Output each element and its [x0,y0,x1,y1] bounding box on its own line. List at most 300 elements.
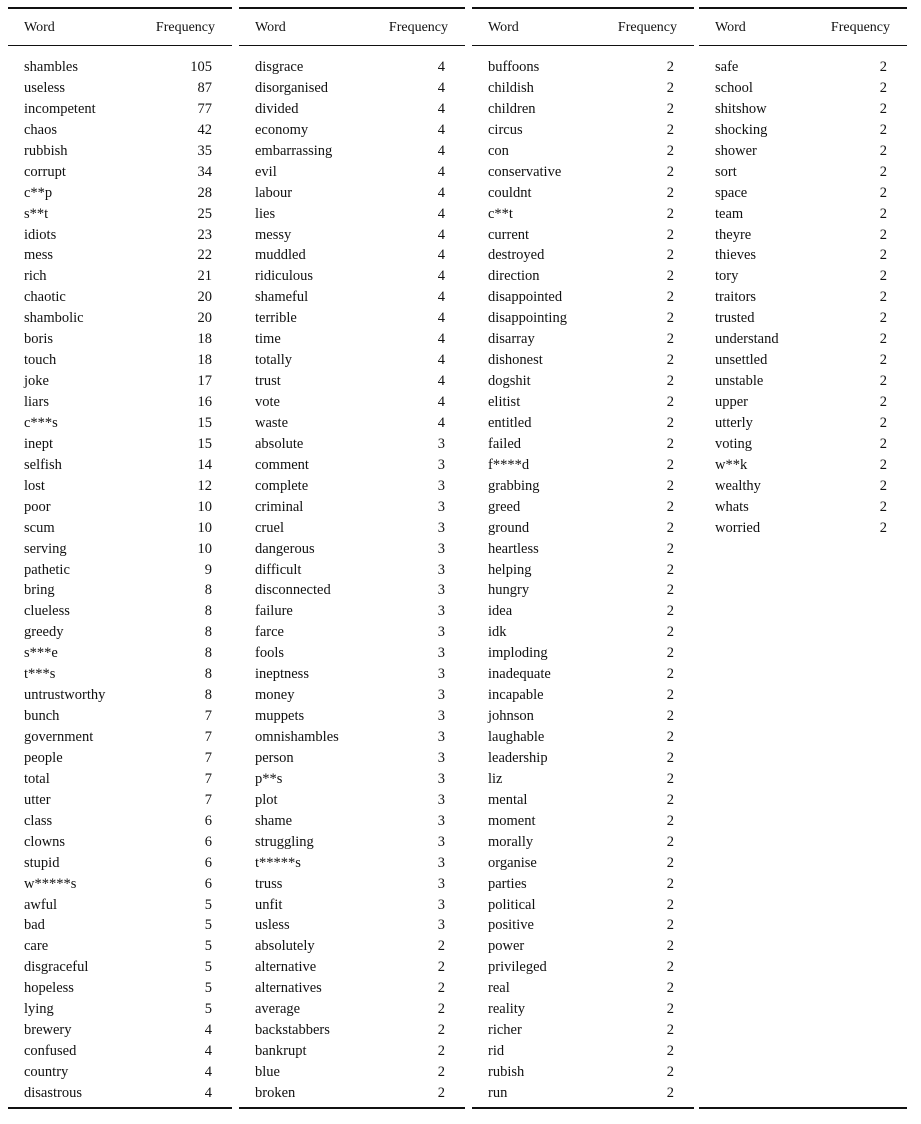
frequency-cell: 6 [204,833,212,850]
word-cell: touch [24,352,57,369]
word-cell: joke [24,373,49,390]
frequency-cell: 2 [666,875,674,892]
table-row [8,643,232,664]
frequency-cell: 87 [197,79,212,96]
frequency-cell: 2 [666,645,674,662]
frequency-cell: 3 [437,854,445,871]
word-cell: liz [488,770,503,787]
frequency-cell: 2 [879,498,887,515]
frequency-cell: 2 [666,79,674,96]
frequency-cell: 2 [666,812,674,829]
word-cell: ground [488,519,530,536]
table-row [239,183,465,204]
word-cell: idea [488,603,513,620]
frequency-cell: 2 [666,938,674,955]
word-cell: scum [24,519,55,536]
table-row [8,915,232,936]
frequency-cell: 2 [879,142,887,159]
word-cell: complete [255,477,309,494]
frequency-cell: 2 [666,163,674,180]
table-row [472,957,694,978]
frequency-cell: 3 [437,896,445,913]
table-row [239,245,465,266]
table-row [472,162,694,183]
frequency-cell: 42 [197,121,212,138]
frequency-cell: 2 [666,394,674,410]
table-row [239,308,465,329]
table-row [8,141,232,162]
table-row [239,853,465,874]
table-row [699,266,907,287]
table-row [8,78,232,99]
table-row [8,664,232,685]
word-cell: entitled [488,414,532,431]
word-cell: political [488,896,536,913]
frequency-cell: 2 [666,917,674,934]
word-cell: imploding [488,645,548,662]
table-row [472,434,694,455]
word-cell: s**t [24,205,49,222]
frequency-cell: 3 [437,729,445,745]
word-cell: destroyed [488,247,545,264]
word-cell: incapable [488,687,544,704]
table-row [472,497,694,518]
frequency-cell: 4 [437,163,445,180]
word-cell: f****d [488,456,530,473]
word-cell: thieves [715,247,757,264]
table-row [699,141,907,162]
word-cell: disarray [488,331,535,348]
header-word: Word [24,20,55,35]
table-row [699,99,907,120]
table-row [8,1041,232,1062]
column-header [699,19,907,37]
table-row [8,371,232,392]
word-cell: conservative [488,163,562,180]
word-cell: muppets [255,708,305,725]
frequency-cell: 3 [437,749,445,766]
word-cell: useless [24,79,66,96]
word-cell: class [24,812,53,829]
table-row [239,392,465,413]
word-cell: elitist [488,394,521,410]
table-row [472,685,694,706]
word-cell: alternatives [255,980,322,997]
table-row [8,895,232,916]
header-word: Word [255,20,286,35]
table-row [472,120,694,141]
frequency-cell: 2 [879,226,887,243]
frequency-cell: 2 [666,519,674,536]
table-row [699,476,907,497]
table-row [472,539,694,560]
word-cell: evil [255,163,277,180]
table-row [8,266,232,287]
word-cell: ineptness [255,666,309,683]
word-cell: totally [255,352,293,369]
word-cell: inadequate [488,666,551,683]
frequency-cell: 2 [666,749,674,766]
frequency-cell: 2 [437,938,445,955]
word-cell: rich [24,268,47,285]
table-row [239,329,465,350]
table-row [699,392,907,413]
table-row [239,978,465,999]
frequency-cell: 2 [666,142,674,159]
table-row [239,580,465,601]
table-row [472,1020,694,1041]
frequency-cell: 2 [666,561,674,578]
frequency-cell: 3 [437,624,445,641]
word-cell: disappointing [488,310,567,327]
table-row [472,141,694,162]
word-cell: mental [488,791,528,808]
word-cell: omnishambles [255,729,339,745]
word-cell: cruel [255,519,284,536]
word-cell: time [255,331,281,348]
word-cell: bad [24,917,45,934]
table-row [239,811,465,832]
word-cell: waste [255,414,289,431]
frequency-cell: 4 [437,414,445,431]
frequency-cell: 35 [197,142,212,159]
word-cell: direction [488,268,540,285]
table-row [239,120,465,141]
frequency-cell: 5 [204,1001,212,1018]
word-cell: theyre [715,226,752,243]
word-cell: circus [488,121,523,138]
word-cell: absolutely [255,938,315,955]
word-cell: c**t [488,205,513,222]
frequency-cell: 2 [879,59,887,75]
frequency-cell: 2 [879,310,887,327]
table-row [239,287,465,308]
frequency-cell: 4 [437,226,445,243]
frequency-cell: 77 [197,100,212,117]
frequency-cell: 5 [204,917,212,934]
table-row [239,832,465,853]
table-row [239,895,465,916]
word-cell: terrible [255,310,297,327]
table-row [239,476,465,497]
table-row [472,308,694,329]
frequency-cell: 2 [666,498,674,515]
frequency-cell: 2 [879,352,887,369]
word-cell: absolute [255,435,304,452]
frequency-cell: 2 [666,1084,674,1101]
table-row [699,183,907,204]
table-row [239,204,465,225]
frequency-cell: 9 [204,561,212,578]
table-row [472,183,694,204]
frequency-cell: 2 [666,896,674,913]
word-cell: rubish [488,1064,525,1080]
frequency-cell: 4 [437,373,445,390]
word-cell: person [255,749,294,766]
rows [239,57,465,1104]
frequency-cell: 7 [204,749,212,766]
frequency-cell: 4 [437,59,445,75]
table-row [472,204,694,225]
table-row [239,685,465,706]
table-row [8,413,232,434]
table-column-4 [699,7,907,1111]
word-cell: unstable [715,373,764,390]
frequency-cell: 2 [666,791,674,808]
frequency-cell: 4 [437,100,445,117]
table-row [472,643,694,664]
word-cell: struggling [255,833,314,850]
word-cell: trust [255,373,281,390]
table-row [239,769,465,790]
word-cell: parties [488,875,527,892]
frequency-cell: 3 [437,812,445,829]
word-cell: alternative [255,959,317,976]
word-cell: boris [24,331,53,348]
frequency-cell: 4 [437,331,445,348]
table-row [472,915,694,936]
table-row [8,832,232,853]
table-row [699,204,907,225]
table-row [239,413,465,434]
word-cell: dogshit [488,373,531,390]
table-row [472,999,694,1020]
frequency-cell: 3 [437,833,445,850]
word-cell: c***s [24,414,58,431]
word-cell: laughable [488,729,545,745]
column-header [472,19,694,37]
frequency-cell: 3 [437,603,445,620]
frequency-cell: 2 [666,708,674,725]
word-cell: wealthy [715,477,761,494]
word-cell: t*****s [255,854,301,871]
frequency-cell: 2 [666,456,674,473]
table-row [472,57,694,78]
word-cell: safe [715,59,739,75]
frequency-cell: 14 [197,456,212,473]
table-row [239,162,465,183]
word-cell: divided [255,100,299,117]
table-row [239,57,465,78]
table-row [472,580,694,601]
table-row [8,936,232,957]
table-row [472,455,694,476]
word-cell: government [24,729,94,745]
word-cell: understand [715,331,779,348]
table-row [8,601,232,622]
frequency-cell: 3 [437,645,445,662]
frequency-cell: 4 [204,1084,212,1101]
frequency-cell: 2 [666,268,674,285]
frequency-cell: 3 [437,519,445,536]
table-row [8,539,232,560]
frequency-cell: 6 [204,854,212,871]
table-row [8,99,232,120]
word-cell: liars [24,394,49,410]
word-cell: confused [24,1043,77,1060]
word-cell: selfish [24,456,62,473]
word-cell: power [488,938,525,955]
frequency-cell: 7 [204,770,212,787]
frequency-cell: 3 [437,456,445,473]
rows [8,57,232,1104]
frequency-cell: 28 [197,184,212,201]
table-row [8,853,232,874]
table-row [699,78,907,99]
frequency-cell: 21 [197,268,212,285]
table-row [239,706,465,727]
word-cell: voting [715,435,753,452]
frequency-cell: 2 [437,1001,445,1018]
table-row [699,57,907,78]
frequency-cell: 3 [437,477,445,494]
table-row [239,434,465,455]
word-cell: inept [24,435,53,452]
frequency-cell: 2 [666,184,674,201]
table-row [8,1062,232,1083]
word-cell: dishonest [488,352,543,369]
word-cell: current [488,226,530,243]
table-row [699,162,907,183]
word-cell: incompetent [24,100,96,117]
word-cell: p**s [255,770,283,787]
rows [472,57,694,1104]
table-row [699,308,907,329]
table-row [8,1020,232,1041]
word-cell: bring [24,582,55,599]
word-cell: rid [488,1043,505,1060]
table-row [8,120,232,141]
frequency-cell: 2 [666,289,674,306]
word-cell: bunch [24,708,60,725]
word-cell: shame [255,812,293,829]
frequency-cell: 2 [879,184,887,201]
table-row [472,1041,694,1062]
frequency-cell: 4 [437,268,445,285]
frequency-cell: 2 [666,352,674,369]
frequency-cell: 2 [666,729,674,745]
table-row [8,706,232,727]
frequency-cell: 2 [666,373,674,390]
table-row [472,769,694,790]
frequency-cell: 18 [197,331,212,348]
word-cell: money [255,687,295,704]
word-cell: shambles [24,59,78,75]
frequency-cell: 2 [666,666,674,683]
frequency-cell: 2 [666,59,674,75]
frequency-cell: 2 [437,1084,445,1101]
word-cell: awful [24,896,58,913]
table-row [8,497,232,518]
word-cell: privileged [488,959,547,976]
frequency-cell: 4 [437,247,445,264]
table-row [699,245,907,266]
frequency-cell: 2 [879,331,887,348]
word-cell: johnson [488,708,534,725]
frequency-cell: 2 [666,1043,674,1060]
frequency-cell: 2 [437,1064,445,1080]
table-row [8,790,232,811]
word-cell: disconnected [255,582,331,599]
table-row [8,811,232,832]
frequency-cell: 2 [666,100,674,117]
word-cell: whats [715,498,749,515]
frequency-cell: 7 [204,791,212,808]
table-row [239,99,465,120]
word-cell: poor [24,498,51,515]
table-column-1 [8,7,232,1111]
table-row [8,57,232,78]
word-cell: mess [24,247,53,264]
word-cell: lost [24,477,45,494]
table-row [472,1062,694,1083]
frequency-cell: 3 [437,666,445,683]
table-row [239,748,465,769]
table-row [472,350,694,371]
table-row [8,204,232,225]
word-cell: serving [24,540,67,557]
table-row [239,141,465,162]
frequency-cell: 2 [879,414,887,431]
frequency-cell: 4 [204,1022,212,1039]
table-row [239,78,465,99]
table-row [239,957,465,978]
table-row [472,853,694,874]
word-cell: lies [255,205,276,222]
frequency-cell: 2 [666,1022,674,1039]
frequency-cell: 23 [197,226,212,243]
word-cell: w**k [715,456,748,473]
frequency-cell: 5 [204,980,212,997]
word-cell: disgraceful [24,959,89,976]
frequency-cell: 2 [666,247,674,264]
word-cell: chaotic [24,289,66,306]
header-rule [699,45,907,46]
header-rule [8,45,232,46]
word-cell: worried [715,519,761,536]
frequency-cell: 5 [204,959,212,976]
table-row [472,978,694,999]
word-cell: vote [255,394,280,410]
frequency-cell: 10 [197,519,212,536]
table-row [239,497,465,518]
frequency-cell: 2 [666,414,674,431]
word-cell: shocking [715,121,768,138]
frequency-cell: 5 [204,938,212,955]
table-row [239,518,465,539]
frequency-cell: 20 [197,289,212,306]
word-cell: economy [255,121,309,138]
frequency-table [8,7,907,1111]
frequency-cell: 12 [197,477,212,494]
table-row [239,601,465,622]
table-row [239,1083,465,1104]
word-cell: shitshow [715,100,767,117]
bottom-rule [8,1107,232,1109]
word-cell: muddled [255,247,306,264]
frequency-cell: 2 [879,79,887,96]
table-row [699,371,907,392]
table-row [8,245,232,266]
table-row [239,936,465,957]
word-cell: hopeless [24,980,74,997]
table-row [239,225,465,246]
word-cell: tory [715,268,739,285]
frequency-cell: 3 [437,561,445,578]
frequency-cell: 2 [666,770,674,787]
frequency-cell: 2 [879,121,887,138]
table-row [8,287,232,308]
